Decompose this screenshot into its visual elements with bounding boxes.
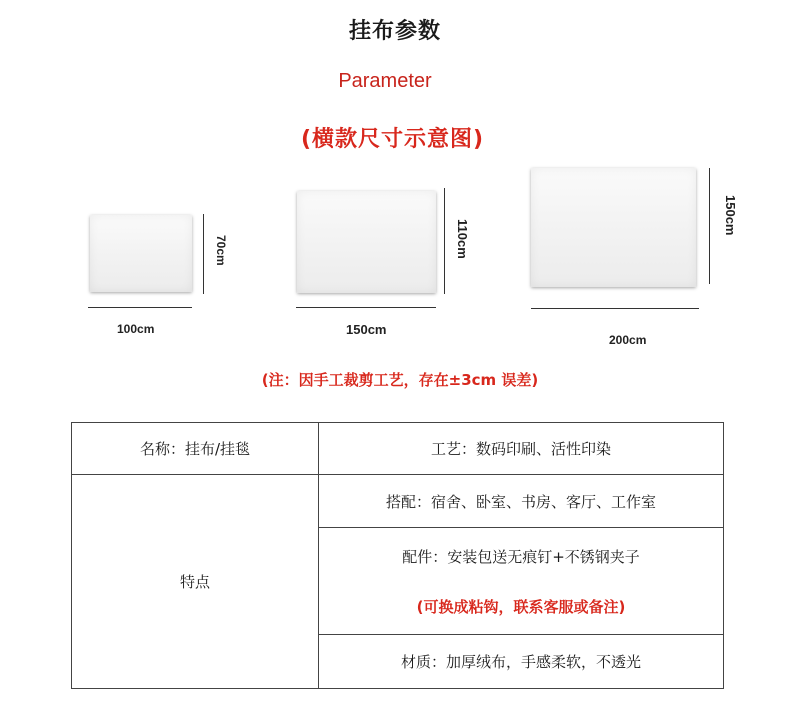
cloth-medium-image (297, 191, 436, 293)
feature-label-cell: 特点 (72, 475, 319, 689)
usage-cell: 搭配：宿舍、卧室、书房、客厅、工作室 (319, 475, 724, 528)
height-label-medium: 110cm (455, 219, 470, 259)
height-line-large (709, 168, 710, 284)
material-cell: 材质：加厚绒布，手感柔软，不透光 (319, 635, 724, 689)
accessory-cell (319, 528, 724, 635)
height-line-small (203, 214, 204, 294)
width-line-medium (296, 307, 436, 308)
spec-table (71, 422, 724, 689)
page-title: 挂布参数 (348, 19, 441, 44)
cloth-small-image (90, 215, 192, 292)
height-line-medium (444, 188, 445, 294)
table-row (72, 475, 724, 528)
cloth-large-image (531, 168, 696, 287)
height-label-small: 70cm (214, 235, 228, 266)
width-label-large: 200cm (609, 333, 647, 347)
page-subtitle: Parameter (338, 70, 432, 92)
name-cell: 名称：挂布/挂毯 (72, 423, 319, 475)
width-line-small (88, 307, 192, 308)
size-diagram-title: (横款尺寸示意图) (300, 127, 485, 152)
width-label-medium: 150cm (346, 322, 387, 337)
accessory-note: (可换成粘钩，联系客服或备注) (416, 597, 626, 616)
tolerance-note: (注：因手工裁剪工艺，存在±3cm 误差) (261, 371, 539, 389)
height-label-large: 150cm (723, 195, 738, 236)
craft-cell: 工艺：数码印刷、活性印染 (319, 423, 724, 475)
width-line-large (531, 308, 699, 309)
table-row (72, 423, 724, 475)
width-label-small: 100cm (117, 322, 155, 336)
accessory-text: 配件：安装包送无痕钉+不锈钢夹子 (402, 547, 640, 566)
